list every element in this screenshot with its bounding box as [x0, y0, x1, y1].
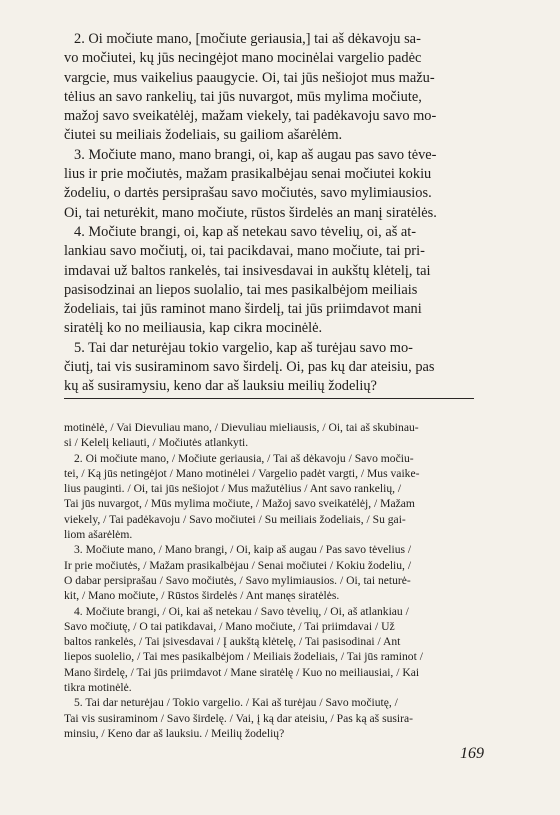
footnote-2: 2. Oi močiute mano, / Močiute geriausia, / Tai aš dėkavoju / Savo močiu- tei, / Ką jūs netingėjot / Mano motinėlei / Vargelio padėt vargti, / Mus vaike- lius pauginti. / Oi, tai jūs nešiojot / Mus mažutėlius / Ant savo rankelių, / Tai jūs nuvargot, / Mūs mylima močiute, / Mažoj savo sveikatėlėj, / Mažam viekely, / Tai padėkavoju / Savo močiutei / Su meiliais žodeliais, / Su gai- liom ašarėlėm. [64, 451, 420, 542]
main-text [64, 30, 474, 397]
main-paragraph-2: 2. Oi močiute mano, [močiute geriausia,] tai aš dėkavoju sa- vo močiutei, kų jūs necingėjot mano mocinėlai vargelio padėc vargcie, mus vaikelius paaugycie. Oi, tai jūs nešiojot mus mažu- tėlius an savo rankelių, tai jūs nuvargot, mūs mylima močiute, mažoj savo sveikatėlėj, mažam viekely, tai padėkavoju savo mo- čiutei su meiliais žodeliais, su gailiom ašarėlėm. [64, 31, 437, 144]
footnote-divider [64, 398, 474, 399]
footnote-4: 4. Močiute brangi, / Oi, kai aš netekau / Savo tėvelių, / Oi, aš atlankiau / Savo močiutę, / O tai patikdavai, / Mano močiute, / Tai priimdavai / Už baltos rankelės, / Tai įsivesdavai / Į aukštą klėtelę, / Tai pasisodinai / Ant liepos suolelio, / Tai mes pasikalbėjom / Meiliais žodeliais, / Tai jūs raminot / Mano širdelę, / Tai jūs priimdavot / Mane siratėlę / Kuo no meiliausiai, / Kai tikra motinėlė. [64, 604, 423, 695]
footnotes [64, 420, 474, 741]
main-paragraph-3: 3. Močiute mano, mano brangi, oi, kap aš augau pas savo tėve- lius ir prie močiutės, mažam prasikalbėjau senai močiutei kokiu žodeliu, o dartės persiprašau savo močiutės, savo mylimiausios. Oi, tai neturėkit, mano močiute, rūstos širdelės an manį siratėlės. [64, 146, 437, 221]
footnote-5: 5. Tai dar neturėjau / Tokio vargelio. / Kai aš turėjau / Savo močiutę, / Tai vis susiraminom / Savo širdelę. / Vai, į ką dar ateisiu, / Pas ką aš susira- minsiu, / Keno dar aš lauksiu. / Meilių žodelių? [64, 696, 413, 740]
page-number: 169 [460, 745, 484, 762]
footnote-3: 3. Močiute mano, / Mano brangi, / Oi, kaip aš augau / Pas savo tėvelius / Ir prie močiutės, / Mažam prasikalbėjau / Senai močiutei / Kokiu žodeliu, / O dabar persiprašau / Savo močiutės, / Savo mylimiausios. / Oi, tai neturė- kit, / Mano močiute, / Rūstos širdelės / Ant manęs siratėlės. [64, 543, 412, 603]
main-paragraph-5: 5. Tai dar neturėjau tokio vargelio, kap aš turėjau savo mo- čiutį, tai vis susiraminom savo širdelį. Oi, pas kų dar ateisiu, pas kų aš susiramysiu, keno dar aš lauksiu meilių žodelių? [64, 339, 435, 395]
footnote-continuation: motinėlė, / Vai Dievuliau mano, / Dievuliau mieliausis, / Oi, tai aš skubinau- si / Kelelį keliauti, / Močiutės atlankyti. [64, 421, 419, 450]
main-paragraph-4: 4. Močiute brangi, oi, kap aš netekau savo tėvelių, oi, aš at- lankiau savo močiutį, oi, tai pacikdavai, mano močiute, tai pri- imdavai už baltos rankelės, tai insivesdavai in aukštų klėtelį, tai pasisodzinai an liepos suolalio, tai mes pasikalbėjom meiliais žodeliais, tai jūs raminot mano širdelį, tai jūs priimdavot mani siratėlį ko no meiliausia, kap cikra mocinėlė. [64, 223, 431, 337]
